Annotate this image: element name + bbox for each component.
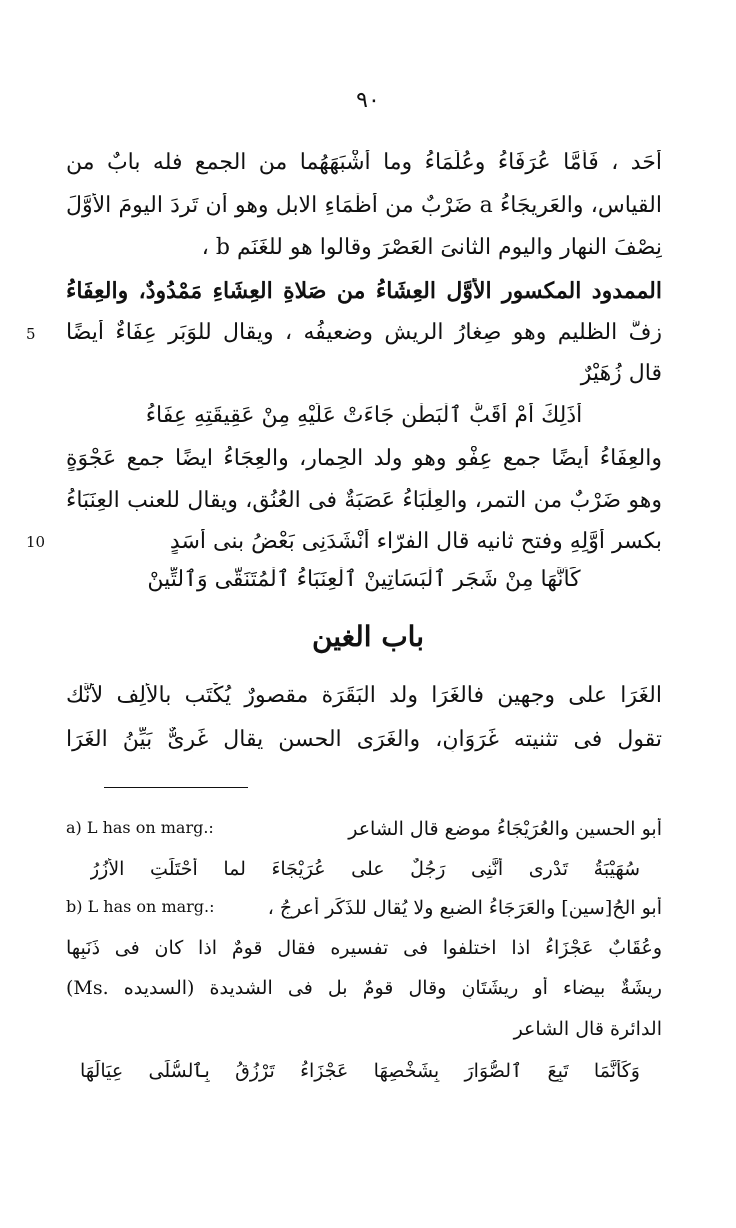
footnote-a-verse: سُهَيْبَةُ تَدْرِى أَنَّنِى رَجُلٌ على عُرَيْجَاءَ لما أُحْتَلَتِ الأُزُرُ (90, 858, 640, 880)
verse-line-1: أَذَلِكَ أَمْ أَقَبُّ ٱلْبَطْنِ جَاءَتْ عَلَيْهِ مِنْ عَقِيقَتِهِ عِفَاءُ (145, 403, 583, 428)
section-heading: باب الغين (311, 620, 424, 653)
page-number: ٩٠ (356, 88, 380, 113)
line-number-10: 10 (26, 533, 46, 551)
body-line-9: وهو ضَرْبٌ من التمر، والعِلْبَاءُ عَصَبَةٌ فى العُنُق، ويقال للعنب العِنَبَاءُ (66, 488, 662, 513)
body-line-13: تقول فى تثنيته غَرَوَانِ، والغَرَى الحسن يقال غَرِىٌّ بَيِّنُ الغَرَا (66, 727, 662, 752)
footnote-b-label: b) L has on marg.: (66, 897, 215, 916)
footnote-a-label: a) L has on marg.: (66, 818, 214, 837)
footnote-b-verse: وَكَأَنَّمَا تَبِعَ ٱلصُّوَارَ بِشَخْصِهَا عَجْزَاءُ تَرْزُقُ بِٱلسُّلَى عِيَالَهَا (80, 1060, 640, 1082)
footnote-rule (104, 787, 248, 788)
line-number-5: 5 (26, 325, 36, 343)
body-line-2: القياس، والعَرِيجَاءُ a ضَرْبٌ من أَظْمَاءِ الابل وهو أن تَرِدَ اليومَ الأَوَّلَ (66, 193, 662, 218)
body-line-5: زِفُّ الظليم وهو صِغارُ الرِيش وضعيفُه ، ويقال للوَبَر عِفَاءٌ أيضًا (66, 320, 662, 345)
body-line-12: الغَرَا على وجهين فالغَرَا ولد البَقَرَة مقصورٌ يُكْتَب بالأَلِف لأَنَّك (66, 683, 662, 708)
verse-line-2: كَأَنَّهَا مِنْ شَجَرِ ٱلْبَسَاتِينْ ٱلْعِنَبَاءُ ٱلْمُتَنَقَّى وَٱلتِّينْ (147, 567, 581, 592)
body-line-4: الممدود المكسور الأَوَّل العِشَاءُ من صَلاةِ العِشَاءِ مَمْدُودٌ، والعِفَاءُ (66, 278, 662, 304)
body-line-6: قال زُهَيْرٌ (580, 361, 662, 386)
body-line-3: نِصْفَ النهار واليوم الثانىَ العَصْرَ وقالوا هو للغَنَمِ b ، (201, 235, 662, 260)
footnote-a (66, 818, 662, 840)
footnote-b-line-2: وعُقَابٌ عَجْزَاءُ اذا اختلفوا فى تفسيره فقال قومٌ اذا كان فى ذَنَبِها (66, 937, 662, 959)
footnote-b-arabic: أبو الحُ[سين] والعَرَجَاءُ الضبع ولا يُقال للذَكَر أعرجُ ، (267, 897, 662, 919)
footnote-b-line-4: الدائرة قال الشاعر (513, 1018, 662, 1040)
body-line-1: أَحَد ، فَأَمَّا عُرَفَاءُ وعُلَمَاءُ وما أَشْبَهَهُما من الجمع فله بابٌ من (66, 150, 662, 175)
footnote-b-line-3: رِيشَةٌ بيضاء أو رِيشَتَانِ وقال قومٌ بل فى الشديدة (السديده .Ms) (66, 977, 662, 999)
footnote-a-arabic: أبو الحسين والعُرَيْجَاءُ موضع قال الشاعر (348, 818, 662, 840)
body-line-8: والعِفَاءُ أيضًا جمع عِفْوٍ وهو ولد الحِمار، والعِجَاءُ ايضًا جمع عَجْوَةٍ (66, 446, 662, 471)
body-line-10: بكسر أَوَّلِهِ وفتح ثانيه قال الفرّاء أَنْشَدَنِى بَعْضُ بنى أَسَدٍ (169, 529, 662, 554)
footnote-b (66, 897, 662, 919)
